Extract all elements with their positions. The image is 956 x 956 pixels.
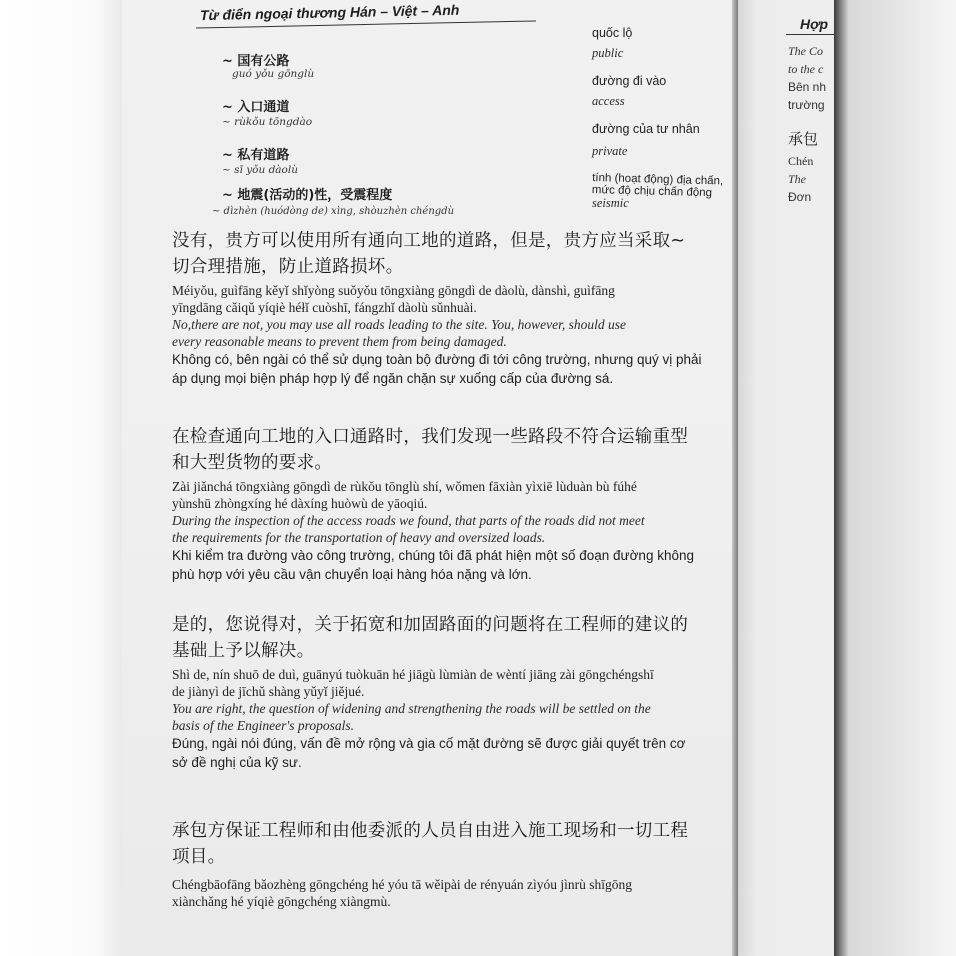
glossary-zh: ~ 国有公路 bbox=[222, 54, 290, 69]
sentence-block bbox=[172, 424, 732, 584]
facing-text-line: Đơn bbox=[788, 190, 812, 204]
glossary-zh: ~ 私有道路 bbox=[222, 148, 290, 163]
sentence-vi bbox=[172, 734, 732, 772]
glossary-en: access bbox=[592, 94, 625, 108]
vi-line: Đúng, ngài nói đúng, vấn đề mở rộng và gia cố mặt đường sẽ được giải quyết trên cơ bbox=[172, 736, 686, 751]
pinyin-line: yùnshū zhòngxíng hé dàxíng huòwù de yāoqiú. bbox=[172, 496, 428, 511]
sentence-pinyin bbox=[172, 666, 732, 700]
book-page-right bbox=[738, 0, 836, 956]
sentence-block bbox=[172, 818, 732, 910]
zh-line: 和大型货物的要求。 bbox=[172, 453, 333, 473]
facing-text-line: Chén bbox=[788, 154, 814, 168]
glossary-en: private bbox=[592, 144, 628, 158]
pinyin-line: Méiyǒu, guìfāng kěyǐ shǐyòng suǒyǒu tōngxiàng gōngdì de dàolù, dànshì, guìfāng bbox=[172, 283, 615, 298]
glossary-vi: quốc lộ bbox=[592, 26, 633, 40]
en-line: You are right, the question of widening and strengthening the roads will be settled on the bbox=[172, 701, 651, 716]
en-line: No,there are not, you may use all roads leading to the site. You, however, should use bbox=[172, 317, 626, 332]
sentence-block bbox=[172, 612, 732, 772]
glossary-pinyin: ~ sī yǒu dàolù bbox=[222, 164, 298, 176]
facing-header-rule bbox=[786, 34, 836, 35]
sentence-pinyin bbox=[172, 876, 732, 910]
facing-running-head: Hợp bbox=[800, 16, 829, 32]
sentence-en bbox=[172, 316, 732, 350]
zh-line: 基础上予以解决。 bbox=[172, 641, 315, 661]
glossary-zh: ~ 地震(活动的)性，受震程度 bbox=[222, 188, 393, 203]
en-line: the requirements for the transportation of heavy and oversized loads. bbox=[172, 530, 546, 545]
zh-line: 没有，贵方可以使用所有通向工地的道路，但是，贵方应当采取~ bbox=[172, 231, 686, 251]
facing-text-line: 承包 bbox=[788, 130, 819, 148]
glossary-en: public bbox=[592, 46, 624, 60]
zh-line: 切合理措施，防止道路损坏。 bbox=[172, 257, 404, 277]
en-line: every reasonable means to prevent them from being damaged. bbox=[172, 334, 507, 349]
zh-line: 在检查通向工地的入口通路时，我们发现一些路段不符合运输重型 bbox=[172, 427, 689, 447]
zh-line: 是的，您说得对，关于拓宽和加固路面的问题将在工程师的建议的 bbox=[172, 615, 689, 635]
sentence-pinyin bbox=[172, 282, 732, 316]
glossary-vi: đường của tư nhân bbox=[592, 122, 700, 136]
en-line: During the inspection of the access roads we found, that parts of the roads did not meet bbox=[172, 513, 645, 528]
glossary-pinyin: guó yǒu gōnglù bbox=[232, 68, 315, 80]
vi-line: sở đề nghị của kỹ sư. bbox=[172, 755, 302, 770]
sentence-vi bbox=[172, 546, 732, 584]
glossary-vi: đường đi vào bbox=[592, 74, 667, 88]
pinyin-line: yīngdāng cǎiqǔ yíqiè héłǐ cuòshī, fángzhǐ dàolù sǔnhuài. bbox=[172, 300, 477, 315]
sentence-en bbox=[172, 512, 732, 546]
background-left bbox=[0, 0, 122, 956]
vi-line: phù hợp với yêu cầu vận chuyển loại hàng hóa nặng và lớn. bbox=[172, 567, 532, 582]
glossary-pinyin: ~ rùkǒu tōngdào bbox=[222, 116, 313, 128]
vi-line: Khi kiểm tra đường vào công trường, chúng tôi đã phát hiện một số đoạn đường không bbox=[172, 548, 694, 563]
sentence-zh bbox=[172, 424, 732, 476]
sentence-en bbox=[172, 700, 732, 734]
glossary-vi: tính (hoạt động) địa chấn, mức độ chịu chấn động bbox=[591, 172, 724, 200]
facing-text-line: trường bbox=[788, 98, 825, 112]
background-right bbox=[834, 0, 956, 956]
glossary-en: seismic bbox=[592, 196, 629, 210]
vi-line: Không có, bên ngài có thể sử dụng toàn bộ đường đi tới công trường, nhưng quý vị phải bbox=[172, 352, 702, 367]
sentence-zh bbox=[172, 818, 732, 870]
pinyin-line: xiànchǎng hé yíqiè gōngchéng xiàngmù. bbox=[172, 894, 391, 909]
glossary-pinyin: ~ dìzhèn (huódòng de) xìng, shòuzhèn chéngdù bbox=[212, 206, 455, 217]
pinyin-line: Chéngbāofāng bǎozhèng gōngchéng hé yóu tā wěipài de rényuán zìyóu jìnrù shīgōng bbox=[172, 877, 632, 892]
pinyin-line: Zài jiǎnchá tōngxiàng gōngdì de rùkǒu tōnglù shí, wǒmen fāxiàn yìxiē lùduàn bù fúhé bbox=[172, 479, 637, 494]
sentence-block bbox=[172, 228, 732, 388]
facing-text-line: to the c bbox=[788, 62, 824, 76]
sentence-vi bbox=[172, 350, 732, 388]
en-line: basis of the Engineer's proposals. bbox=[172, 718, 355, 733]
book-page-left bbox=[122, 0, 732, 956]
facing-text-line: Bên nh bbox=[788, 80, 827, 94]
vi-line: áp dụng mọi biện pháp hợp lý để ngăn chặn sự xuống cấp của đường sá. bbox=[172, 371, 614, 386]
zh-line: 承包方保证工程师和由他委派的人员自由进入施工现场和一切工程 bbox=[172, 821, 689, 841]
zh-line: 项目。 bbox=[172, 847, 226, 867]
facing-text-line: The bbox=[788, 172, 806, 186]
sentence-zh bbox=[172, 228, 732, 280]
sentence-pinyin bbox=[172, 478, 732, 512]
running-head: Từ điển ngoại thương Hán – Việt – Anh bbox=[199, 1, 460, 24]
glossary-zh: ~ 入口通道 bbox=[222, 100, 290, 115]
sentence-zh bbox=[172, 612, 732, 664]
facing-text-line: The Co bbox=[788, 44, 824, 58]
pinyin-line: de jiànyì de jīchǔ shàng yǔyǐ jiějué. bbox=[172, 684, 365, 699]
pinyin-line: Shì de, nín shuō de duì, guānyú tuòkuān hé jiāgù lùmiàn de wèntí jiāng zài gōngchéngshī bbox=[172, 667, 654, 682]
